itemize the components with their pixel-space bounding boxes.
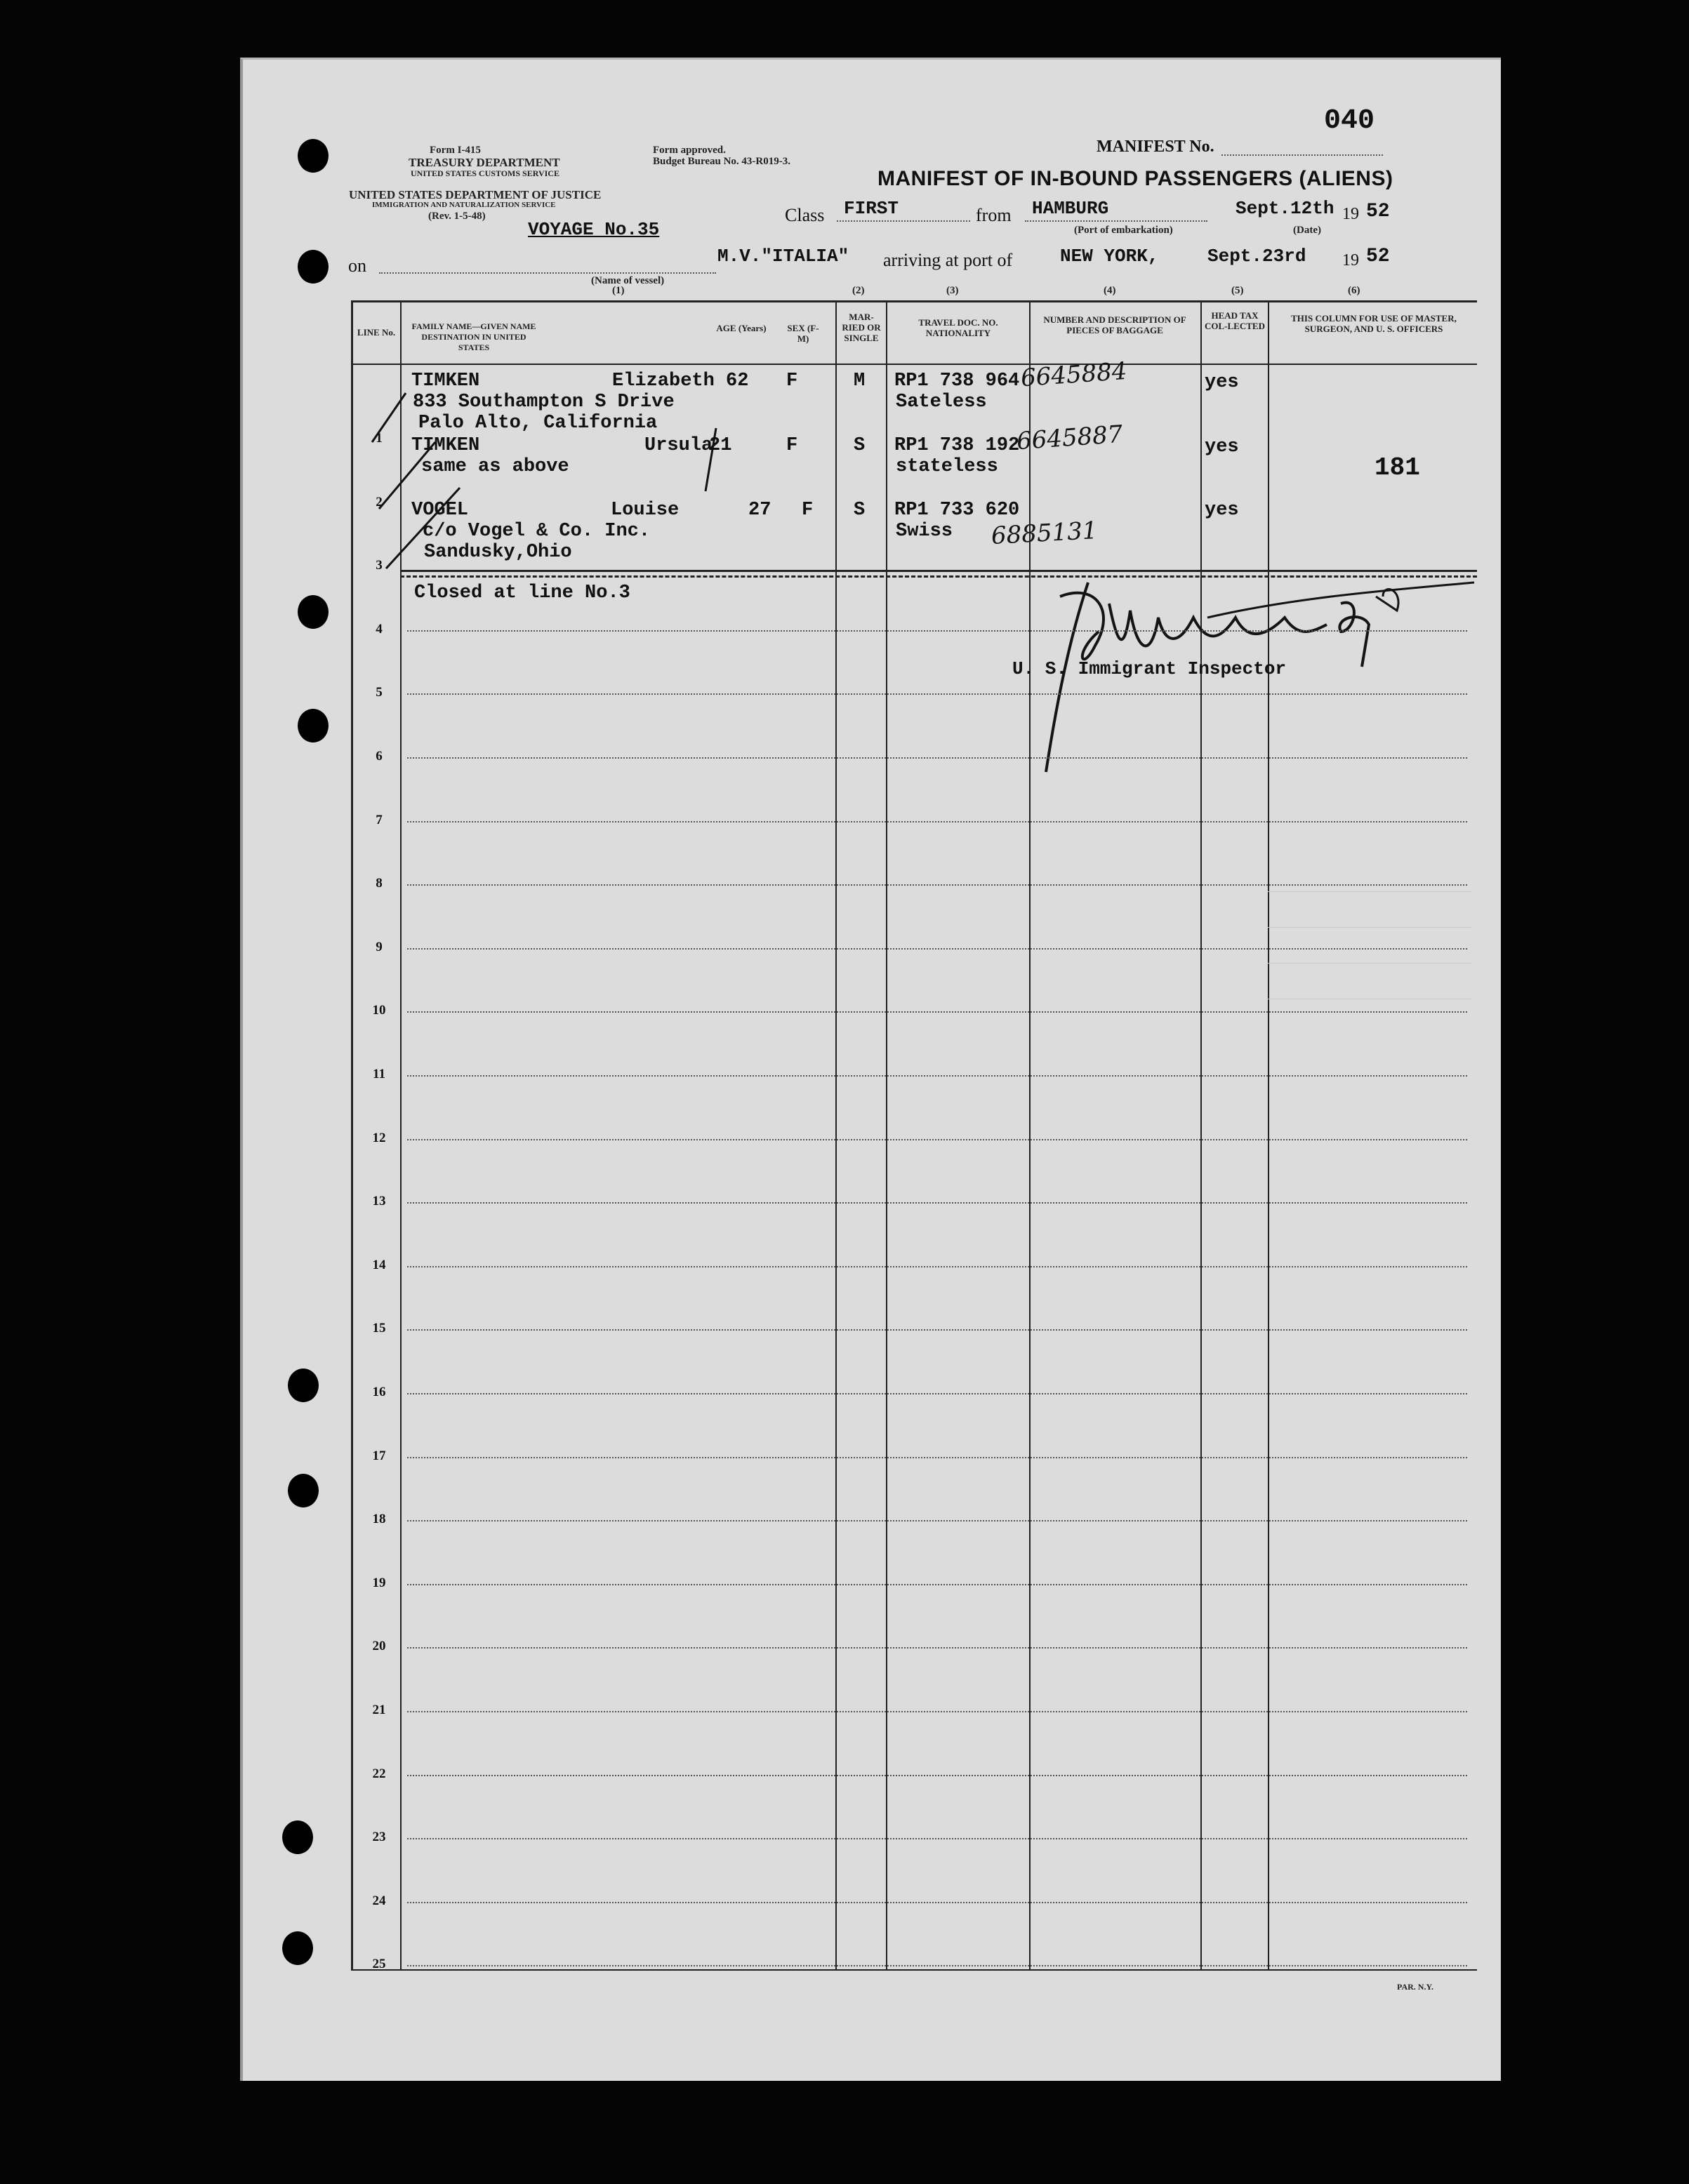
given-name: Elizabeth: [612, 371, 715, 392]
row-line: [407, 1075, 1467, 1077]
marital-status: S: [854, 500, 866, 521]
age: 62: [726, 371, 749, 392]
officer-note: 181: [1375, 453, 1420, 482]
row-line: [407, 1902, 1467, 1903]
dept: TREASURY DEPARTMENT: [409, 156, 560, 169]
col-num-2: (2): [852, 285, 865, 296]
col-header-sex: SEX (F-M): [787, 323, 819, 344]
voyage-no: VOYAGE No.35: [528, 219, 660, 240]
given-name: Louise: [611, 500, 680, 521]
punch-hole: [298, 595, 329, 629]
handwritten-number: 6885131: [991, 517, 1099, 550]
family-name: TIMKEN: [411, 435, 480, 456]
class-value: FIRST: [844, 198, 899, 219]
col-header-age: AGE (Years): [716, 323, 767, 333]
col-header-baggage: NUMBER AND DESCRIPTION OF PIECES OF BAGGAGE: [1043, 314, 1186, 335]
manifest-label: MANIFEST No.: [1097, 138, 1214, 156]
col-header-tax: HEAD TAX COL-LECTED: [1205, 310, 1265, 331]
row-line: [407, 1202, 1467, 1204]
row-line: [407, 1457, 1467, 1458]
vessel-note: (Name of vessel): [591, 275, 665, 286]
printer-mark: PAR. N.Y.: [1397, 1982, 1434, 1992]
stamp-number: 040: [1324, 105, 1375, 137]
address-line: 833 Southampton S Drive: [413, 392, 675, 413]
line-number: 20: [372, 1639, 386, 1653]
line-number: 11: [373, 1067, 385, 1081]
travel-doc: RP1 733 620: [894, 500, 1020, 521]
col-header-line: LINE No.: [357, 327, 396, 338]
line-number: 22: [372, 1766, 386, 1781]
row-line: [407, 1838, 1467, 1839]
row-line: [407, 1647, 1467, 1649]
table-bottom-border: [351, 1969, 1477, 1971]
class-line: [837, 220, 970, 222]
row-line: [407, 630, 1467, 632]
handwritten-number: 6645887: [1015, 420, 1124, 456]
line-number: 25: [372, 1957, 386, 1971]
line-number: 8: [376, 876, 383, 891]
punch-hole: [298, 139, 329, 173]
handwritten-number: 6645884: [1019, 357, 1128, 393]
form-id: Form I-415: [430, 145, 481, 156]
line-number: 5: [376, 685, 383, 700]
manifest-title: MANIFEST OF IN-BOUND PASSENGERS (ALIENS): [877, 167, 1393, 190]
line-number: 10: [372, 1003, 386, 1018]
embark-note: (Port of embarkation): [1074, 225, 1173, 236]
date-note: (Date): [1293, 225, 1321, 236]
approved: Form approved.: [653, 145, 726, 156]
col-header-travel: TRAVEL DOC. NO. NATIONALITY: [918, 317, 998, 338]
row-line: [407, 757, 1467, 759]
line-number: 13: [372, 1194, 386, 1208]
punch-hole: [282, 1820, 313, 1854]
punch-hole: [288, 1369, 319, 1402]
manifest-page: [240, 58, 1501, 2081]
line-number: 21: [372, 1703, 386, 1717]
family-name: TIMKEN: [411, 371, 480, 392]
line-number: 23: [372, 1830, 386, 1844]
punch-hole: [282, 1931, 313, 1965]
date-arrive: Sept.23rd: [1207, 246, 1306, 267]
col-divider: [1268, 300, 1269, 1971]
year-prefix-2: 19: [1342, 251, 1359, 269]
inspector-title: U. S. Immigrant Inspector: [1012, 658, 1287, 679]
col-divider: [886, 300, 887, 1971]
year-depart: 52: [1366, 201, 1390, 222]
col-divider: [1029, 300, 1031, 1971]
col-divider: [835, 300, 837, 1971]
arriving-label: arriving at port of: [883, 250, 1013, 270]
tax-collected: yes: [1205, 372, 1239, 393]
justice: UNITED STATES DEPARTMENT OF JUSTICE: [349, 188, 602, 201]
col-num-3: (3): [946, 285, 959, 296]
line-number: 15: [372, 1321, 386, 1336]
tax-collected: yes: [1205, 437, 1239, 458]
from-line: [1025, 220, 1207, 222]
travel-doc: RP1 738 964: [894, 371, 1020, 392]
nationality: stateless: [896, 456, 998, 477]
row-line: [407, 1329, 1467, 1331]
address-line: Palo Alto, California: [418, 413, 658, 434]
family-name: VOGEL: [411, 500, 469, 521]
address-line: Sandusky,Ohio: [424, 542, 572, 563]
line-number: 14: [372, 1258, 386, 1272]
line-number: 19: [372, 1576, 386, 1590]
row-line: [407, 1520, 1467, 1522]
line-number: 18: [372, 1512, 386, 1526]
age: 27: [748, 500, 771, 521]
rev: (Rev. 1-5-48): [428, 211, 486, 222]
row-line: [407, 1775, 1467, 1776]
travel-doc: RP1 738 192: [894, 435, 1020, 456]
punch-hole: [288, 1474, 319, 1507]
customs: UNITED STATES CUSTOMS SERVICE: [411, 168, 559, 178]
col-header-married: MAR-RIED OR SINGLE: [842, 312, 881, 343]
line-number: 24: [372, 1893, 386, 1908]
manifest-line: [1221, 154, 1383, 156]
year-prefix: 19: [1342, 205, 1359, 223]
line-number: 2: [376, 495, 383, 510]
ins: IMMIGRATION AND NATURALIZATION SERVICE: [372, 201, 556, 209]
given-name: Ursula: [644, 435, 713, 456]
port: NEW YORK,: [1060, 246, 1159, 267]
col-divider: [1200, 300, 1202, 1971]
col-num-4: (4): [1104, 285, 1116, 296]
row-line: [407, 693, 1467, 695]
inspector-signature: [1032, 568, 1481, 786]
signature-text: [1074, 730, 1080, 731]
row-line: [407, 1965, 1467, 1966]
address-line: same as above: [421, 456, 569, 477]
col-num-5: (5): [1231, 285, 1244, 296]
line-number: 12: [372, 1131, 386, 1145]
from-value: HAMBURG: [1032, 198, 1109, 219]
sex: F: [786, 371, 798, 392]
from-label: from: [976, 205, 1012, 225]
line-number: 4: [376, 622, 383, 637]
row-line: [407, 948, 1467, 950]
col-header-officers: THIS COLUMN FOR USE OF MASTER, SURGEON, AND U. S. OFFICERS: [1291, 313, 1457, 334]
marital-status: M: [854, 371, 866, 392]
col-num-1: (1): [612, 285, 625, 296]
row-line: [407, 1011, 1467, 1013]
col-header-name: FAMILY NAME—GIVEN NAME DESTINATION IN UNITED STATES: [411, 321, 536, 352]
table-top-border: [351, 300, 1477, 302]
closed-at-line: Closed at line No.3: [414, 582, 630, 604]
nationality: Sateless: [896, 392, 987, 413]
on-label: on: [348, 255, 366, 276]
row-line: [407, 1584, 1467, 1585]
line-number: 1: [376, 431, 383, 446]
line-number: 3: [376, 558, 383, 573]
punch-hole: [298, 709, 329, 743]
class-label: Class: [785, 205, 825, 225]
marital-status: S: [854, 435, 866, 456]
row-line: [407, 1711, 1467, 1712]
line-number: 9: [376, 940, 383, 954]
budget: Budget Bureau No. 43-R019-3.: [653, 156, 790, 167]
sex: F: [802, 500, 814, 521]
age: 21: [709, 435, 732, 456]
sex: F: [786, 435, 798, 456]
row-line: [407, 884, 1467, 886]
col-num-6: (6): [1348, 285, 1360, 296]
year-arrive: 52: [1366, 246, 1390, 267]
tax-collected: yes: [1205, 500, 1239, 521]
line-number: 6: [376, 749, 383, 764]
line-number: 17: [372, 1449, 386, 1463]
line-number: 7: [376, 813, 383, 827]
address-line: c/o Vogel & Co. Inc.: [423, 521, 651, 542]
row-line: [407, 1393, 1467, 1394]
row-line: [407, 821, 1467, 823]
row-line: [407, 1266, 1467, 1267]
row-line: [407, 1139, 1467, 1140]
punch-hole: [298, 250, 329, 284]
date-depart: Sept.12th: [1236, 198, 1334, 219]
line-number: 16: [372, 1385, 386, 1399]
nationality: Swiss: [896, 521, 953, 542]
vessel-name: M.V."ITALIA": [717, 246, 849, 267]
check-marks: [351, 365, 744, 575]
vessel-line: [379, 272, 716, 274]
